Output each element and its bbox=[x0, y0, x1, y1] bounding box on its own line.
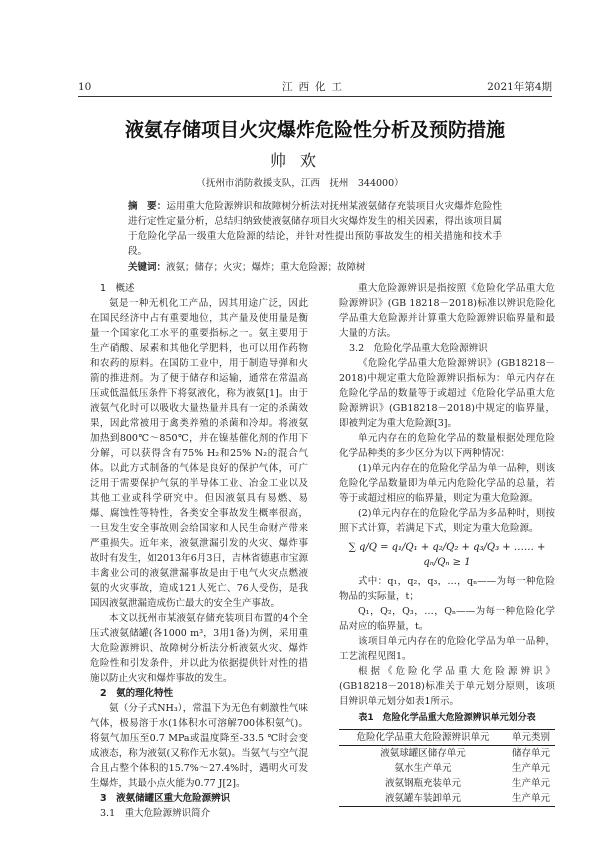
table-header-category: 单元类别 bbox=[511, 732, 550, 743]
section-2-heading: 2 氨的理化特性 bbox=[100, 688, 174, 699]
running-header bbox=[78, 80, 552, 96]
hazard-formula: ∑ q/Q = q₁/Q₁ + q₂/Q₂ + q₃/Q₃ + …… + qₙ/Qₙ ≥ 1 bbox=[348, 542, 546, 568]
abstract bbox=[128, 199, 502, 259]
formula-definition-q: 式中：q₁，q₂，q₃，…，qₙ——为每一种危险物品的实际量，t； bbox=[339, 576, 555, 602]
abstract-text: 运用重大危险源辨识和故障树分析法对抚州某液氨储存充装项目火灾爆炸危险性进行定性定量分析，总结归纳致使液氨储存项目火灾爆炸发生的相关因素，得出该项目属于危险化学品一级重大危险源的结论，并针对性提出预防事故发生的相关措施和技术手段。 bbox=[128, 201, 502, 257]
table-row bbox=[339, 791, 555, 807]
right-paragraph-8: 该项目单元内存在的危险化学品为单一品种，工艺流程见图1。 bbox=[339, 636, 555, 662]
right-paragraph-3: 单元内存在的危险化学品的数量根据处理危险化学品种类的多少区分为以下两种情况： bbox=[339, 433, 555, 459]
section-3-2-heading: 3.2 危险化学品重大危险源辨识 bbox=[349, 343, 488, 354]
section-1-paragraph-1: 氨是一种无机化工产品，因其用途广泛，因此在国民经济中占有重要地位，其产量及使用量是衡量一个国家化工水平的重要指标之一。氨主要用于生产硝酸、尿素和其他化学肥料，也可以用作药物和农药的原料。在国防工业中，用于制造导弹和火箭的推进剂。为了便于储存和运输，通常在常温高压或低温低压条件下将氨液化，称为液氨[1]。由于液氨气化时可以吸收大量热量并具有一定的杀菌效果，因此常被用于禽类养殖的杀菌和冷却。将液氨加热到800℃～850℃，并在镍基催化剂的作用下分解，可以获得含有75% H₂和25% N₂的混合气体。以此方式制备的气体是良好的保护气体，可广泛用于需要保护气氛的半导体工业、冶金工业以及其他工业或科学研究中。但因液氨具有易燃、易爆、腐蚀性等特性，各类安全事故发生概率很高，一旦发生安全事故则会给国家和人民生命财产带来严重损失。近年来，液氨泄漏引发的火灾、爆炸事故时有发生，如2013年6月3日，吉林省德惠市宝源丰禽业公司的液氨泄漏事故是由于电气火灾点燃液氨的火灾事故，造成121人死亡、76人受伤，是我国因液氨泄漏造成伤亡最大的安全生产事故。 bbox=[90, 298, 308, 609]
table-row bbox=[339, 761, 555, 776]
right-paragraph-9: 根据《危险化学品重大危险源辨识》(GB18218－2018)标准关于单元划分原则，该项目辨识单元划分如表1所示。 bbox=[339, 666, 555, 707]
keywords-text: 液氨；储存；火灾；爆炸；重大危险源；故障树 bbox=[166, 262, 366, 273]
unit-division-table bbox=[339, 729, 555, 807]
keywords bbox=[128, 260, 502, 275]
abstract-label: 摘 要： bbox=[128, 201, 167, 212]
table-cell-unit: 氨水生产单元 bbox=[394, 763, 452, 774]
section-2-paragraph: 氨（分子式NH₃），常温下为无色有刺激性气味气体，极易溶于水(1体积水可溶解700体积氨气)。将氨气加压至0.7 MPa或温度降至-33.5 ℃时会变成液态，称为液氨(又称作无水氨)。当氨气与空气混合且占整个体积的15.7%～27.4%时，遇明火可发生爆炸，其最小点火能为0.77 J[2]。 bbox=[90, 703, 308, 789]
table-row bbox=[339, 776, 555, 791]
right-paragraph-1: 重大危险源辨识是指按照《危险化学品重大危险源辨识》(GB 18218－2018)标准以辨识危险化学品重大危险源并计算重大危险源辨识临界量和最大量的方法。 bbox=[339, 283, 555, 339]
page-number: 10 bbox=[78, 81, 92, 93]
formula-definition-Q: Q₁，Q₂，Q₃，…，Qₙ——为每一种危险化学品对应的临界量，t。 bbox=[339, 606, 555, 632]
paper-title: 液氨存储项目火灾爆炸危险性分析及预防措施 bbox=[124, 119, 505, 141]
table-cell-category: 储存单元 bbox=[511, 748, 550, 759]
table-cell-category: 生产单元 bbox=[511, 763, 550, 774]
section-3-heading: 3 液氨储罐区重大危险源辨识 bbox=[100, 793, 231, 804]
table-cell-category: 生产单元 bbox=[511, 778, 550, 789]
left-column bbox=[90, 281, 308, 821]
journal-name: 江西化工 bbox=[282, 81, 348, 93]
section-3-1-heading: 3.1 重大危险源辨识简介 bbox=[100, 808, 211, 819]
table-1-caption: 表1 危险化学品重大危险源辨识单元划分表 bbox=[358, 713, 536, 723]
table-cell-unit: 液氨罐车装卸单元 bbox=[384, 793, 461, 804]
right-paragraph-2: 《危险化学品重大危险源辨识》(GB18218－2018)中规定重大危险源辨识指标为：单元内存在危险化学品的数量等于或超过《危险化学品重大危险源辨识》(GB18218－2018)中规定的临界量，即被判定为重大危险源[3]。 bbox=[339, 358, 555, 429]
table-cell-category: 生产单元 bbox=[511, 793, 550, 804]
table-header-row bbox=[339, 730, 555, 746]
table-header-unit: 危险化学品重大危险源辨识单元 bbox=[356, 732, 490, 743]
right-column bbox=[339, 281, 555, 807]
table-row bbox=[339, 746, 555, 762]
header-rule bbox=[78, 96, 552, 97]
section-1-paragraph-2: 本文以抚州市某液氨存储充装项目布置的4个全压式液氨储罐(各1000 m³，3用1备)为例，采用重大危险源辨识、故障树分析法分析液氨火灾、爆炸危险性和引发条件，并以此为依据提供针对性的措施以防止火灾和爆炸事故的发生。 bbox=[90, 613, 308, 684]
right-paragraph-5: (2)单元内存在的危险化学品为多品种时，则按照下式计算，若满足下式，则定为重大危险源。 bbox=[339, 508, 555, 534]
section-1-heading: 1 概述 bbox=[100, 283, 135, 294]
table-cell-unit: 液氨球罐区储存单元 bbox=[380, 748, 466, 759]
right-paragraph-4: (1)单元内存在的危险化学品为单一品种，则该危险化学品数量即为单元内危险化学品的总量，若等于或超过相应的临界量，则定为重大危险源。 bbox=[339, 463, 555, 504]
table-cell-unit: 液氨钢瓶充装单元 bbox=[384, 778, 461, 789]
author-affiliation: （抚州市消防救援支队，江西 抚州 344000） bbox=[196, 178, 404, 189]
author-name: 帅欢 bbox=[269, 151, 330, 170]
keywords-label: 关键词： bbox=[128, 262, 167, 273]
issue-label: 2021年第4期 bbox=[487, 81, 552, 93]
